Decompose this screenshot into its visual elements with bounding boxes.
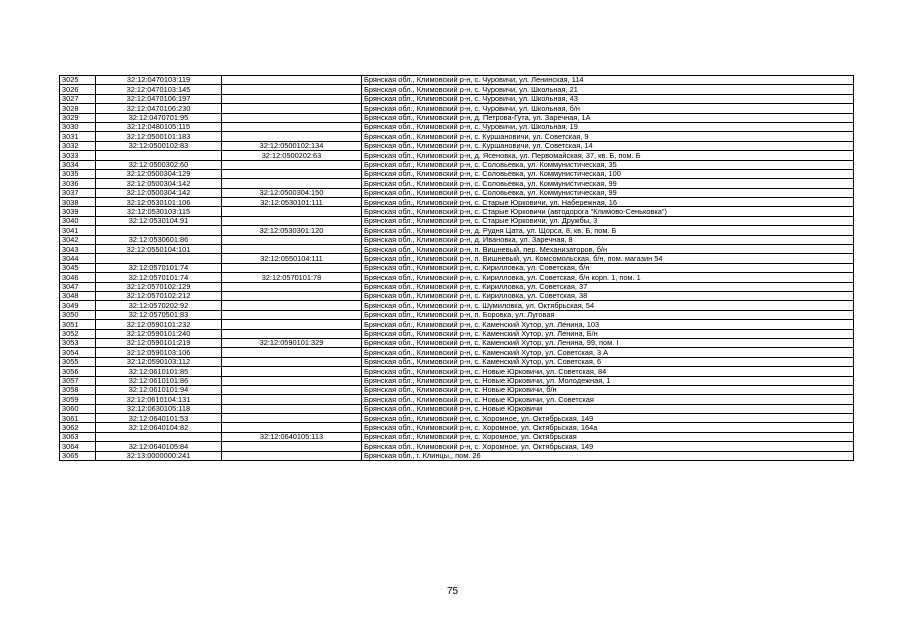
row-number-cell: 3063 xyxy=(60,432,96,441)
registry-table-body xyxy=(60,76,854,461)
table-row xyxy=(60,404,854,413)
table-row xyxy=(60,188,854,197)
address-cell: Брянская обл., Климовский р-н, д. Рудня Цата, ул. Щорса, 8, кв. Б, пом. Б xyxy=(362,226,854,235)
table-row xyxy=(60,338,854,347)
address-cell: Брянская обл., Климовский р-н, д. Петрова-Гута, ул. Заречная, 1А xyxy=(362,113,854,122)
row-number-cell: 3032 xyxy=(60,141,96,150)
row-number-cell: 3040 xyxy=(60,216,96,225)
table-row xyxy=(60,367,854,376)
premises-cadastral-number-cell xyxy=(222,132,362,141)
row-number-cell: 3064 xyxy=(60,442,96,451)
premises-cadastral-number-cell xyxy=(222,263,362,272)
table-row xyxy=(60,151,854,160)
address-cell: Брянская обл., Климовский р-н, с. Соловьевка, ул. Коммунистическая, 35 xyxy=(362,160,854,169)
premises-cadastral-number-cell xyxy=(222,291,362,300)
row-number-cell: 3060 xyxy=(60,404,96,413)
address-cell: Брянская обл., Климовский р-н, с. Куршановичи, ул. Советская, 9 xyxy=(362,132,854,141)
cadastral-number-cell: 32:12:0640104:82 xyxy=(96,423,222,432)
premises-cadastral-number-cell xyxy=(222,94,362,103)
table-row xyxy=(60,310,854,319)
table-row xyxy=(60,104,854,113)
address-cell: Брянская обл., Климовский р-н, с. Кирилловка, ул. Советская, 38 xyxy=(362,291,854,300)
address-cell: Брянская обл., г. Клинцы,, пом. 26 xyxy=(362,451,854,460)
address-cell: Брянская обл., Климовский р-н, с. Соловьевка, ул. Коммунистическая, 99 xyxy=(362,179,854,188)
row-number-cell: 3061 xyxy=(60,414,96,423)
premises-cadastral-number-cell xyxy=(222,404,362,413)
premises-cadastral-number-cell xyxy=(222,301,362,310)
premises-cadastral-number-cell xyxy=(222,320,362,329)
table-row xyxy=(60,198,854,207)
cadastral-number-cell: 32:12:0500102:83 xyxy=(96,141,222,150)
row-number-cell: 3039 xyxy=(60,207,96,216)
table-row xyxy=(60,301,854,310)
table-row xyxy=(60,329,854,338)
premises-cadastral-number-cell xyxy=(222,423,362,432)
premises-cadastral-number-cell xyxy=(222,76,362,85)
cadastral-number-cell: 32:12:0500304:142 xyxy=(96,179,222,188)
table-row xyxy=(60,348,854,357)
cadastral-number-cell: 32:12:0570102:212 xyxy=(96,291,222,300)
address-cell: Брянская обл., Климовский р-н, с. Хоромное, ул. Октябрьская, 164а xyxy=(362,423,854,432)
row-number-cell: 3029 xyxy=(60,113,96,122)
row-number-cell: 3041 xyxy=(60,226,96,235)
cadastral-number-cell: 32:12:0470103:145 xyxy=(96,85,222,94)
address-cell: Брянская обл., Климовский р-н, с. Чуровичи, ул. Школьная, 21 xyxy=(362,85,854,94)
cadastral-number-cell: 32:12:0530101:106 xyxy=(96,198,222,207)
table-row xyxy=(60,432,854,441)
row-number-cell: 3049 xyxy=(60,301,96,310)
address-cell: Брянская обл., Климовский р-н, с. Новые Юрковичи, ул. Молодежная, 1 xyxy=(362,376,854,385)
premises-cadastral-number-cell xyxy=(222,245,362,254)
cadastral-number-cell: 32:12:0470701:95 xyxy=(96,113,222,122)
premises-cadastral-number-cell xyxy=(222,414,362,423)
cadastral-number-cell: 32:12:0500304:129 xyxy=(96,169,222,178)
cadastral-number-cell: 32:12:0610101:85 xyxy=(96,367,222,376)
premises-cadastral-number-cell: 32:12:0570101:78 xyxy=(222,273,362,282)
table-row xyxy=(60,132,854,141)
address-cell: Брянская обл., Климовский р-н, д. Ясеновка, ул. Первомайская, 37, кв. Б, пом. Б xyxy=(362,151,854,160)
address-cell: Брянская обл., Климовский р-н, с. Старые Юрковичи, ул. Дружбы, 3 xyxy=(362,216,854,225)
cadastral-number-cell: 32:12:0470103:119 xyxy=(96,76,222,85)
row-number-cell: 3027 xyxy=(60,94,96,103)
row-number-cell: 3045 xyxy=(60,263,96,272)
premises-cadastral-number-cell: 32:12:0640105:113 xyxy=(222,432,362,441)
row-number-cell: 3065 xyxy=(60,451,96,460)
cadastral-number-cell: 32:12:0570101:74 xyxy=(96,273,222,282)
table-row xyxy=(60,207,854,216)
table-row xyxy=(60,245,854,254)
cadastral-number-cell: 32:12:0500101:183 xyxy=(96,132,222,141)
row-number-cell: 3033 xyxy=(60,151,96,160)
address-cell: Брянская обл., Климовский р-н, с. Хоромное, ул. Октябрьская xyxy=(362,432,854,441)
address-cell: Брянская обл., Климовский р-н, с. Новые Юрковичи, ул. Советская xyxy=(362,395,854,404)
row-number-cell: 3038 xyxy=(60,198,96,207)
row-number-cell: 3042 xyxy=(60,235,96,244)
address-cell: Брянская обл., Климовский р-н, с. Соловьевка, ул. Коммунистическая, 99 xyxy=(362,188,854,197)
row-number-cell: 3034 xyxy=(60,160,96,169)
row-number-cell: 3062 xyxy=(60,423,96,432)
address-cell: Брянская обл., Климовский р-н, п. Вишневый, ул. Комсомольская, б/н, пом. магазин 54 xyxy=(362,254,854,263)
row-number-cell: 3035 xyxy=(60,169,96,178)
cadastral-number-cell: 32:12:0590103:106 xyxy=(96,348,222,357)
premises-cadastral-number-cell xyxy=(222,122,362,131)
table-row xyxy=(60,423,854,432)
premises-cadastral-number-cell xyxy=(222,179,362,188)
table-row xyxy=(60,141,854,150)
address-cell: Брянская обл., Климовский р-н, с. Каменский Хутор, ул. Ленина, Б/н xyxy=(362,329,854,338)
address-cell: Брянская обл., Климовский р-н, с. Соловьевка, ул. Коммунистическая, 100 xyxy=(362,169,854,178)
table-row xyxy=(60,113,854,122)
cadastral-number-cell: 32:12:0570102:129 xyxy=(96,282,222,291)
cadastral-number-cell: 32:12:0590103:112 xyxy=(96,357,222,366)
address-cell: Брянская обл., Климовский р-н, с. Каменский Хутор, ул. Ленина, 99, пом. I xyxy=(362,338,854,347)
row-number-cell: 3056 xyxy=(60,367,96,376)
row-number-cell: 3031 xyxy=(60,132,96,141)
table-row xyxy=(60,235,854,244)
table-row xyxy=(60,160,854,169)
table-row xyxy=(60,414,854,423)
address-cell: Брянская обл., Климовский р-н, с. Хоромное, ул. Октябрьская, 149 xyxy=(362,442,854,451)
premises-cadastral-number-cell xyxy=(222,395,362,404)
table-row xyxy=(60,385,854,394)
table-row xyxy=(60,442,854,451)
table-row xyxy=(60,451,854,460)
premises-cadastral-number-cell: 32:12:0530101:111 xyxy=(222,198,362,207)
cadastral-number-cell: 32:12:0530103:115 xyxy=(96,207,222,216)
row-number-cell: 3053 xyxy=(60,338,96,347)
row-number-cell: 3028 xyxy=(60,104,96,113)
cadastral-number-cell: 32:12:0590101:232 xyxy=(96,320,222,329)
cadastral-number-cell: 32:12:0610101:94 xyxy=(96,385,222,394)
row-number-cell: 3050 xyxy=(60,310,96,319)
cadastral-number-cell: 32:12:0470106:230 xyxy=(96,104,222,113)
address-cell: Брянская обл., Климовский р-н, с. Куршановичи, ул. Советская, 14 xyxy=(362,141,854,150)
row-number-cell: 3036 xyxy=(60,179,96,188)
cadastral-number-cell: 32:12:0470106:197 xyxy=(96,94,222,103)
premises-cadastral-number-cell: 32:12:0500102:134 xyxy=(222,141,362,150)
table-row xyxy=(60,122,854,131)
cadastral-number-cell: 32:13:0000000:241 xyxy=(96,451,222,460)
premises-cadastral-number-cell: 32:12:0500304:150 xyxy=(222,188,362,197)
cadastral-number-cell xyxy=(96,432,222,441)
address-cell: Брянская обл., Климовский р-н, с. Каменский Хутор, ул. Советская, 6 xyxy=(362,357,854,366)
address-cell: Брянская обл., Климовский р-н, с. Чуровичи, ул. Школьная, б/н xyxy=(362,104,854,113)
premises-cadastral-number-cell xyxy=(222,329,362,338)
cadastral-number-cell: 32:12:0610104:131 xyxy=(96,395,222,404)
table-row xyxy=(60,263,854,272)
premises-cadastral-number-cell xyxy=(222,169,362,178)
address-cell: Брянская обл., Климовский р-н, с. Шумиловка, ул. Октябрьская, 54 xyxy=(362,301,854,310)
table-row xyxy=(60,291,854,300)
table-row xyxy=(60,76,854,85)
registry-table xyxy=(59,75,854,461)
premises-cadastral-number-cell: 32:12:0530301:120 xyxy=(222,226,362,235)
cadastral-number-cell: 32:12:0590101:219 xyxy=(96,338,222,347)
premises-cadastral-number-cell xyxy=(222,85,362,94)
row-number-cell: 3025 xyxy=(60,76,96,85)
address-cell: Брянская обл., Климовский р-н, с. Хоромное, ул. Октябрьская, 149 xyxy=(362,414,854,423)
table-row xyxy=(60,179,854,188)
row-number-cell: 3043 xyxy=(60,245,96,254)
address-cell: Брянская обл., Климовский р-н, с. Кирилловка, ул. Советская, б/н корп. 1, пом. 1 xyxy=(362,273,854,282)
row-number-cell: 3037 xyxy=(60,188,96,197)
row-number-cell: 3048 xyxy=(60,291,96,300)
address-cell: Брянская обл., Климовский р-н, с. Новые Юрковичи xyxy=(362,404,854,413)
premises-cadastral-number-cell xyxy=(222,451,362,460)
row-number-cell: 3044 xyxy=(60,254,96,263)
premises-cadastral-number-cell: 32:12:0550104:111 xyxy=(222,254,362,263)
address-cell: Брянская обл., Климовский р-н, с. Чуровичи, ул. Школьная, 19 xyxy=(362,122,854,131)
premises-cadastral-number-cell xyxy=(222,216,362,225)
cadastral-number-cell: 32:12:0610101:86 xyxy=(96,376,222,385)
cadastral-number-cell: 32:12:0640101:53 xyxy=(96,414,222,423)
row-number-cell: 3026 xyxy=(60,85,96,94)
row-number-cell: 3057 xyxy=(60,376,96,385)
cadastral-number-cell: 32:12:0630105:118 xyxy=(96,404,222,413)
table-row xyxy=(60,254,854,263)
table-row xyxy=(60,85,854,94)
address-cell: Брянская обл., Климовский р-н, с. Каменский Хутор, ул. Ленина, 103 xyxy=(362,320,854,329)
address-cell: Брянская обл., Климовский р-н, с. Старые Юрковичи, ул. Набережная, 16 xyxy=(362,198,854,207)
address-cell: Брянская обл., Климовский р-н, п. Вишневый, пер. Механизаторов, б/н xyxy=(362,245,854,254)
cadastral-number-cell: 32:12:0640105:84 xyxy=(96,442,222,451)
cadastral-number-cell: 32:12:0570501:83 xyxy=(96,310,222,319)
cadastral-number-cell: 32:12:0550104:101 xyxy=(96,245,222,254)
address-cell: Брянская обл., Климовский р-н, с. Чуровичи, ул. Школьная, 43 xyxy=(362,94,854,103)
premises-cadastral-number-cell xyxy=(222,385,362,394)
cadastral-number-cell: 32:12:0570101:74 xyxy=(96,263,222,272)
address-cell: Брянская обл., Климовский р-н, д. Ивановка, ул. Заречная, 8 xyxy=(362,235,854,244)
address-cell: Брянская обл., Климовский р-н, с. Кирилловка, ул. Советская, 37 xyxy=(362,282,854,291)
cadastral-number-cell xyxy=(96,254,222,263)
premises-cadastral-number-cell xyxy=(222,113,362,122)
premises-cadastral-number-cell: 32:12:0590101:329 xyxy=(222,338,362,347)
premises-cadastral-number-cell xyxy=(222,207,362,216)
premises-cadastral-number-cell xyxy=(222,104,362,113)
cadastral-number-cell: 32:12:0500304:142 xyxy=(96,188,222,197)
row-number-cell: 3051 xyxy=(60,320,96,329)
cadastral-number-cell: 32:12:0590101:240 xyxy=(96,329,222,338)
cadastral-number-cell: 32:12:0570202:92 xyxy=(96,301,222,310)
table-row xyxy=(60,94,854,103)
premises-cadastral-number-cell xyxy=(222,367,362,376)
premises-cadastral-number-cell xyxy=(222,310,362,319)
table-row xyxy=(60,216,854,225)
table-row xyxy=(60,226,854,235)
cadastral-number-cell xyxy=(96,151,222,160)
table-row xyxy=(60,320,854,329)
row-number-cell: 3059 xyxy=(60,395,96,404)
address-cell: Брянская обл., Климовский р-н, с. Чуровичи, ул. Ленинская, 114 xyxy=(362,76,854,85)
address-cell: Брянская обл., Климовский р-н, с. Кирилловка, ул. Советская, б/н xyxy=(362,263,854,272)
row-number-cell: 3055 xyxy=(60,357,96,366)
premises-cadastral-number-cell xyxy=(222,160,362,169)
table-row xyxy=(60,169,854,178)
row-number-cell: 3047 xyxy=(60,282,96,291)
cadastral-number-cell: 32:12:0530104:91 xyxy=(96,216,222,225)
address-cell: Брянская обл., Климовский р-н, с. Каменский Хутор, ул. Советская, 3 А xyxy=(362,348,854,357)
row-number-cell: 3052 xyxy=(60,329,96,338)
premises-cadastral-number-cell xyxy=(222,348,362,357)
address-cell: Брянская обл., Климовский р-н, с. Новые Юрковичи, б/н xyxy=(362,385,854,394)
row-number-cell: 3058 xyxy=(60,385,96,394)
premises-cadastral-number-cell xyxy=(222,282,362,291)
cadastral-number-cell xyxy=(96,226,222,235)
table-row xyxy=(60,357,854,366)
premises-cadastral-number-cell xyxy=(222,376,362,385)
address-cell: Брянская обл., Климовский р-н, с. Новые Юрковичи, ул. Советская, 84 xyxy=(362,367,854,376)
page-number: 75 xyxy=(446,586,459,597)
table-row xyxy=(60,395,854,404)
address-cell: Брянская обл., Климовский р-н, с. Старые Юрковичи (автодорога "Климово-Сеньковка") xyxy=(362,207,854,216)
premises-cadastral-number-cell: 32:12:0500202:63 xyxy=(222,151,362,160)
table-row xyxy=(60,273,854,282)
address-cell: Брянская обл., Климовский р-н, п. Боровка, ул. Луговая xyxy=(362,310,854,319)
premises-cadastral-number-cell xyxy=(222,235,362,244)
premises-cadastral-number-cell xyxy=(222,357,362,366)
row-number-cell: 3046 xyxy=(60,273,96,282)
table-row xyxy=(60,376,854,385)
premises-cadastral-number-cell xyxy=(222,442,362,451)
cadastral-number-cell: 32:12:0530601:86 xyxy=(96,235,222,244)
row-number-cell: 3054 xyxy=(60,348,96,357)
table-row xyxy=(60,282,854,291)
cadastral-number-cell: 32:12:0480105:115 xyxy=(96,122,222,131)
cadastral-number-cell: 32:12:0500302:60 xyxy=(96,160,222,169)
row-number-cell: 3030 xyxy=(60,122,96,131)
